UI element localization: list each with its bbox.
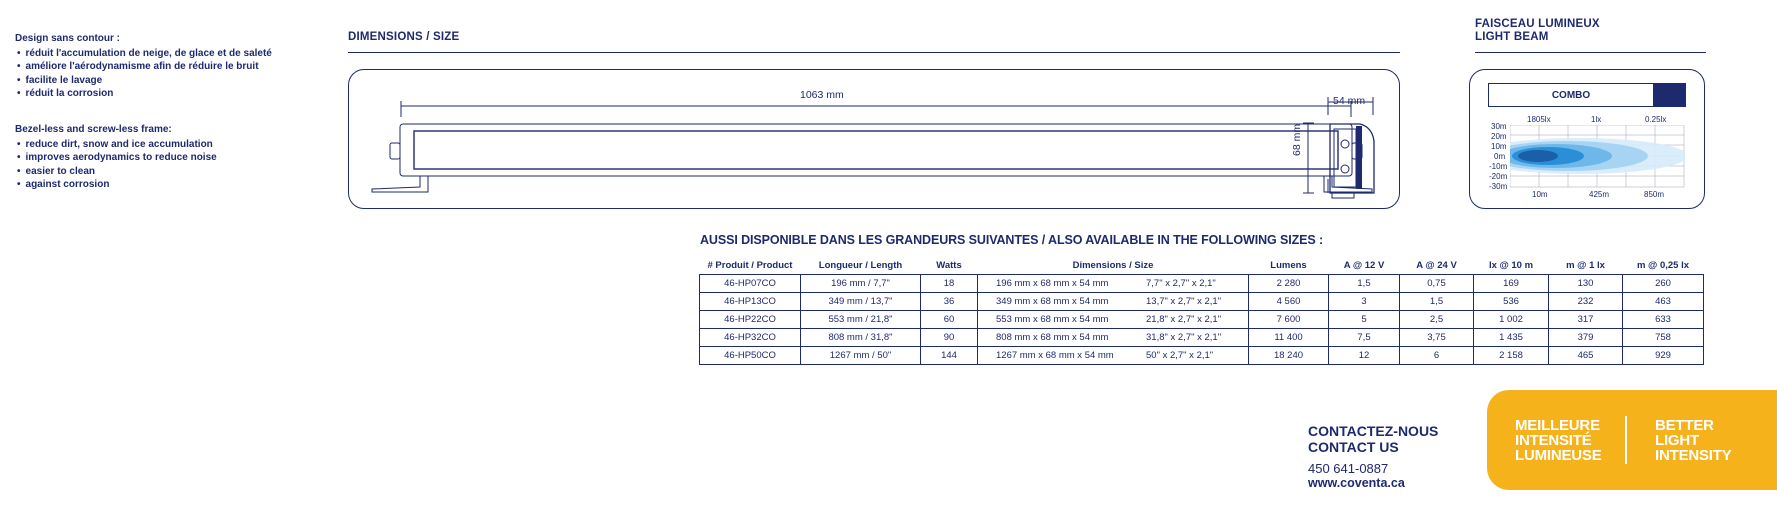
beam-y-tick: -30m [1489, 182, 1508, 191]
dims-mm: 196 mm x 68 mm x 54 mm [996, 278, 1109, 289]
cell-dimensions [978, 293, 1249, 311]
depth-label: 54 mm [1333, 95, 1366, 107]
banner-line: LIGHT [1655, 432, 1699, 449]
dims-in: 31,8" x 2,7" x 2,1" [1146, 332, 1222, 343]
cell-product: 46-HP22CO [700, 311, 801, 329]
banner-line: BETTER [1655, 417, 1714, 434]
dims-mm: 553 mm x 68 mm x 54 mm [996, 314, 1109, 325]
cell-watts: 60 [921, 311, 978, 329]
beam-title-fr: FAISCEAU LUMINEUX [1475, 18, 1600, 30]
contact-phone[interactable]: 450 641-0887 [1308, 461, 1389, 476]
beam-y-tick: -20m [1489, 172, 1508, 181]
column-header: A @ 12 V [1343, 260, 1385, 271]
cell-a12: 3 [1329, 293, 1400, 311]
length-label: 1063 mm [800, 89, 844, 101]
contact-title [1308, 423, 1438, 455]
beam-title [1475, 18, 1600, 44]
cell-m025: 260 [1623, 275, 1704, 293]
column-header: Watts [936, 260, 962, 271]
cell-watts: 36 [921, 293, 978, 311]
list-item: • réduit la corrosion [15, 87, 272, 101]
banner-text-fr [1515, 418, 1602, 463]
table-row [700, 311, 1704, 329]
sizes-title: AUSSI DISPONIBLE DANS LES GRANDEURS SUIVANTES / ALSO AVAILABLE IN THE FOLLOWING SIZES : [700, 233, 1324, 247]
cell-m025: 929 [1623, 347, 1704, 365]
cell-lx10: 1 002 [1474, 311, 1549, 329]
cell-a24: 3,75 [1400, 329, 1474, 347]
cell-lx10: 169 [1474, 275, 1549, 293]
table-row [700, 329, 1704, 347]
dimensions-title: DIMENSIONS / SIZE [348, 31, 460, 43]
cell-lx10: 2 158 [1474, 347, 1549, 365]
cell-a12: 5 [1329, 311, 1400, 329]
beam-mode-label: COMBO [1551, 89, 1591, 101]
cell-length: 349 mm / 13,7" [801, 293, 921, 311]
cell-lx10: 1 435 [1474, 329, 1549, 347]
features-en [15, 123, 217, 192]
banner-line: LUMINEUSE [1515, 447, 1602, 464]
sizes-table [699, 257, 1704, 365]
table-row [700, 293, 1704, 311]
banner-divider [1625, 416, 1627, 464]
features-en-title: Bezel-less and screw-less frame: [15, 124, 172, 135]
cell-a24: 6 [1400, 347, 1474, 365]
cell-m1: 232 [1549, 293, 1623, 311]
column-header: m @ 1 lx [1566, 260, 1605, 271]
banner-text-en [1655, 418, 1732, 463]
dims-in: 7,7" x 2,7" x 2,1" [1146, 278, 1216, 289]
cell-m025: 758 [1623, 329, 1704, 347]
cell-m1: 130 [1549, 275, 1623, 293]
dims-in: 21,8" x 2,7" x 2,1" [1146, 314, 1222, 325]
cell-m025: 463 [1623, 293, 1704, 311]
cell-product: 46-HP32CO [700, 329, 801, 347]
beam-y-tick: 10m [1491, 142, 1507, 151]
beam-x-tick: 850m [1644, 190, 1665, 199]
cell-watts: 90 [921, 329, 978, 347]
cell-m1: 317 [1549, 311, 1623, 329]
column-header: lx @ 10 m [1488, 260, 1534, 271]
banner-line: INTENSITÉ [1515, 432, 1592, 449]
dims-mm: 349 mm x 68 mm x 54 mm [996, 296, 1109, 307]
beam-rule [1475, 52, 1706, 53]
cell-product: 46-HP07CO [700, 275, 801, 293]
column-header: # Produit / Product [707, 260, 793, 271]
contact-website-link[interactable]: www.coventa.ca [1308, 476, 1405, 490]
cell-a12: 1,5 [1329, 275, 1400, 293]
list-item: • improves aerodynamics to reduce noise [15, 151, 217, 165]
column-header: m @ 0,25 lx [1636, 260, 1690, 271]
cell-m1: 465 [1549, 347, 1623, 365]
list-item: • réduit l'accumulation de neige, de glace et de saleté [15, 47, 272, 61]
table-row [700, 275, 1704, 293]
cell-lx10: 536 [1474, 293, 1549, 311]
beam-mode [1488, 83, 1686, 107]
table-row [700, 347, 1704, 365]
cell-watts: 144 [921, 347, 978, 365]
cell-lumens: 11 400 [1249, 329, 1329, 347]
beam-y-tick: 30m [1491, 122, 1507, 131]
cell-product: 46-HP50CO [700, 347, 801, 365]
cell-lumens: 2 280 [1249, 275, 1329, 293]
dims-mm: 1267 mm x 68 mm x 54 mm [996, 350, 1114, 361]
beam-top-tick: 1805lx [1527, 115, 1551, 124]
dimensions-rule [348, 52, 1400, 53]
beam-y-tick: 0m [1494, 152, 1506, 161]
list-item: • reduce dirt, snow and ice accumulation [15, 138, 217, 152]
contact-title-en: CONTACT US [1308, 439, 1399, 455]
cell-dimensions [978, 347, 1249, 365]
cell-length: 196 mm / 7,7" [801, 275, 921, 293]
dims-in: 13,7" x 2,7" x 2,1" [1146, 296, 1222, 307]
cell-a24: 0,75 [1400, 275, 1474, 293]
height-label: 68 mm [1291, 123, 1303, 156]
features-fr [15, 32, 272, 101]
cell-m025: 633 [1623, 311, 1704, 329]
cell-dimensions [978, 329, 1249, 347]
contact-title-fr: CONTACTEZ-NOUS [1308, 423, 1439, 439]
list-item: • against corrosion [15, 178, 217, 192]
list-item: • easier to clean [15, 165, 217, 179]
cell-a24: 1,5 [1400, 293, 1474, 311]
cell-product: 46-HP13CO [700, 293, 801, 311]
beam-x-tick: 425m [1589, 190, 1610, 199]
cell-length: 808 mm / 31,8" [801, 329, 921, 347]
cell-lumens: 4 560 [1249, 293, 1329, 311]
beam-y-tick: -10m [1489, 162, 1508, 171]
column-header: Longueur / Length [818, 260, 903, 271]
cell-dimensions [978, 311, 1249, 329]
cell-length: 553 mm / 21,8" [801, 311, 921, 329]
list-item: • améliore l'aérodynamisme afin de réduire le bruit [15, 60, 272, 74]
cell-a12: 7,5 [1329, 329, 1400, 347]
banner-line: INTENSITY [1655, 447, 1732, 464]
dims-in: 50" x 2,7" x 2,1" [1146, 350, 1214, 361]
cell-watts: 18 [921, 275, 978, 293]
column-header: A @ 24 V [1416, 260, 1457, 271]
light-bar-drawing [348, 69, 1400, 209]
banner-line: MEILLEURE [1515, 417, 1600, 434]
beam-top-tick: 0.25lx [1645, 115, 1667, 124]
cell-m1: 379 [1549, 329, 1623, 347]
beam-title-en: LIGHT BEAM [1475, 31, 1549, 43]
features-fr-title: Design sans contour : [15, 33, 121, 44]
table-header-row [700, 257, 1704, 275]
beam-mode-swatch [1653, 84, 1685, 106]
cell-dimensions [978, 275, 1249, 293]
cell-a24: 2,5 [1400, 311, 1474, 329]
beam-x-tick: 10m [1532, 190, 1548, 199]
cell-length: 1267 mm / 50" [801, 347, 921, 365]
beam-top-tick: 1lx [1591, 115, 1602, 124]
dims-mm: 808 mm x 68 mm x 54 mm [996, 332, 1109, 343]
cell-a12: 12 [1329, 347, 1400, 365]
cell-lumens: 18 240 [1249, 347, 1329, 365]
column-header: Lumens [1270, 260, 1307, 271]
cell-lumens: 7 600 [1249, 311, 1329, 329]
beam-y-tick: 20m [1491, 132, 1507, 141]
list-item: • facilite le lavage [15, 74, 272, 88]
column-header: Dimensions / Size [1072, 260, 1154, 271]
beam-pattern-chart [1510, 125, 1685, 188]
